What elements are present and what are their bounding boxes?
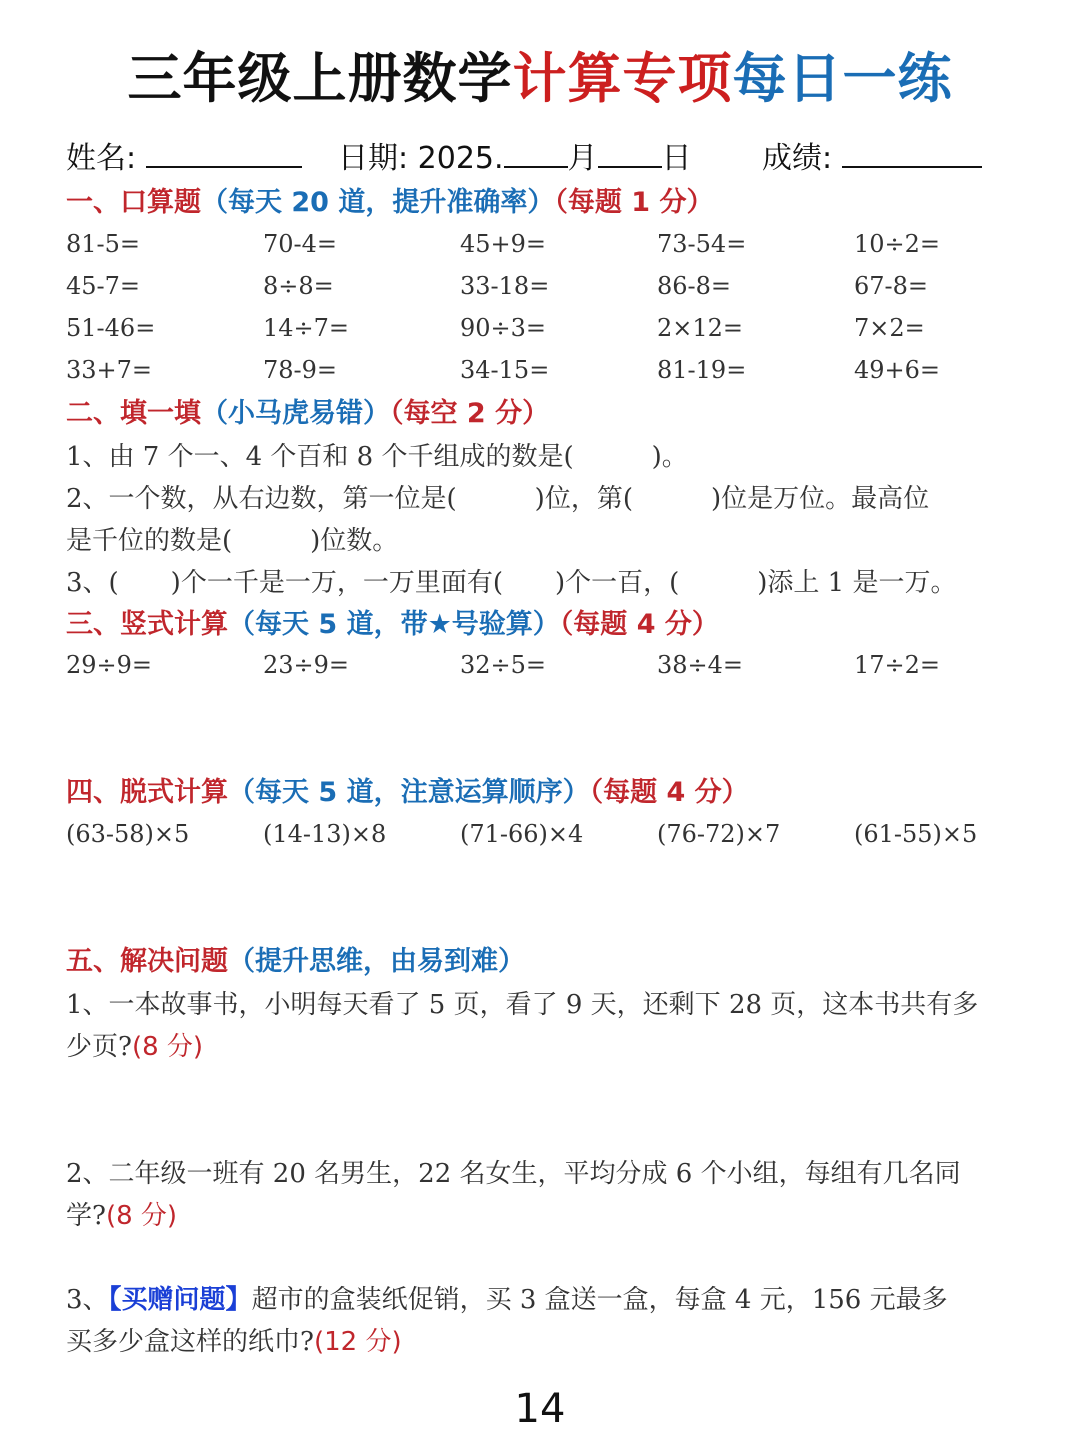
oral-problem: 67-8=: [854, 272, 929, 300]
step-problem: (63-58)×5: [66, 820, 190, 848]
oral-problem: 86-8=: [657, 272, 732, 300]
oral-problem: 8÷8=: [263, 272, 334, 300]
oral-problem: 33+7=: [66, 356, 153, 384]
oral-problem: 51-46=: [66, 314, 156, 342]
fill-question-3: 3、( )个一千是一万，一万里面有( )个一百，( )添上 1 是一万。: [66, 568, 957, 598]
section-1-heading: 一、口算题（每天 20 道，提升准确率）（每题 1 分）: [66, 187, 714, 218]
page-number: 14: [514, 1386, 566, 1432]
name-field: 姓名:: [66, 136, 302, 181]
oral-problem: 14÷7=: [263, 314, 350, 342]
oral-problem: 45+9=: [460, 230, 547, 258]
fill-question-1: 1、由 7 个一、4 个百和 8 个千组成的数是( )。: [66, 442, 688, 472]
problem-1-line-1: 1、一本故事书，小明每天看了 5 页，看了 9 天，还剩下 28 页，这本书共有多: [66, 990, 979, 1020]
oral-problem: 81-19=: [657, 356, 747, 384]
points-label: (8 分): [131, 1032, 204, 1062]
vertical-problem: 29÷9=: [66, 651, 153, 679]
oral-problem: 81-5=: [66, 230, 141, 258]
problem-3-line-2: 买多少盒这样的纸巾?(12 分): [66, 1327, 402, 1357]
section-3-heading: 三、竖式计算（每天 5 道，带★号验算）（每题 4 分）: [66, 609, 719, 640]
vertical-problem: 32÷5=: [460, 651, 547, 679]
page-title: 三年级上册数学计算专项每日一练: [127, 47, 953, 110]
section-4-heading: 四、脱式计算（每天 5 道，注意运算顺序）（每题 4 分）: [66, 777, 749, 808]
oral-problem: 33-18=: [460, 272, 550, 300]
points-label: (8 分): [105, 1201, 178, 1231]
month-blank[interactable]: [504, 136, 568, 168]
oral-problem: 2×12=: [657, 314, 744, 342]
oral-problem: 49+6=: [854, 356, 941, 384]
name-blank[interactable]: [146, 136, 302, 168]
problem-2-line-1: 2、二年级一班有 20 名男生，22 名女生，平均分成 6 个小组，每组有几名同: [66, 1159, 961, 1189]
section-5-heading: 五、解决问题（提升思维，由易到难）: [66, 946, 525, 977]
oral-problem: 10÷2=: [854, 230, 941, 258]
oral-problem: 78-9=: [263, 356, 338, 384]
points-label: (12 分): [313, 1327, 402, 1357]
fill-question-2-line-1: 2、一个数，从右边数，第一位是( )位，第( )位是万位。最高位: [66, 484, 930, 514]
date-field: 日期: 2025. 月 日: [338, 136, 692, 181]
vertical-problem: 17÷2=: [854, 651, 941, 679]
vertical-problem: 38÷4=: [657, 651, 744, 679]
oral-problem: 7×2=: [854, 314, 925, 342]
score-blank[interactable]: [842, 136, 982, 168]
vertical-problem: 23÷9=: [263, 651, 350, 679]
oral-problem: 34-15=: [460, 356, 550, 384]
oral-problem: 70-4=: [263, 230, 338, 258]
oral-problem: 73-54=: [657, 230, 747, 258]
step-problem: (14-13)×8: [263, 820, 387, 848]
day-blank[interactable]: [598, 136, 662, 168]
score-field: 成绩:: [762, 136, 982, 181]
problem-tag: 【买赠问题】: [108, 1285, 252, 1315]
section-2-heading: 二、填一填（小马虎易错）（每空 2 分）: [66, 398, 550, 429]
step-problem: (76-72)×7: [657, 820, 781, 848]
step-problem: (71-66)×4: [460, 820, 584, 848]
problem-3-line-1: 3、【买赠问题】超市的盒装纸促销，买 3 盒送一盒，每盒 4 元，156 元最多: [66, 1285, 948, 1315]
problem-1-line-2: 少页?(8 分): [66, 1032, 204, 1062]
fill-question-2-line-2: 是千位的数是( )位数。: [66, 526, 399, 556]
oral-problem: 45-7=: [66, 272, 141, 300]
oral-problem: 90÷3=: [460, 314, 547, 342]
step-problem: (61-55)×5: [854, 820, 978, 848]
problem-2-line-2: 学?(8 分): [66, 1201, 178, 1231]
